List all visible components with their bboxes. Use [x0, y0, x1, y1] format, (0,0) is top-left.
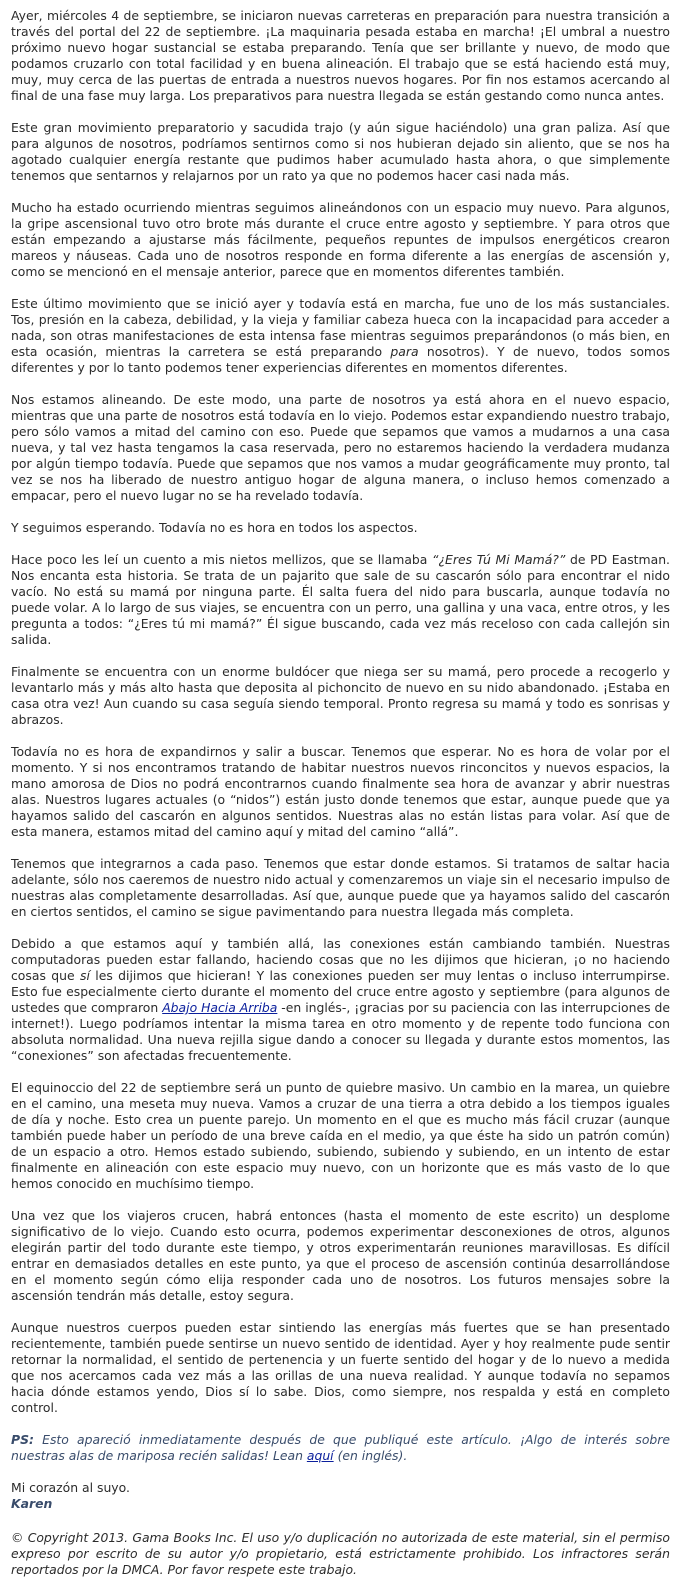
ps-text-after: (en inglés).	[333, 1448, 408, 1463]
ps-text: Esto apareció inmediatamente después de que publiqué este artículo. ¡Algo de interés sobre nuestras alas de mariposa recién salidas! Lean	[11, 1432, 670, 1463]
paragraph-5: Nos estamos alineando. De este modo, una parte de nosotros ya está ahora en el nuevo espacio, mientras que una parte de nosotros está todavía en lo viejo. Podemos estar expandiendo nuestro trabajo, pero sólo vamos a mitad del camino con eso. Puede que sepamos que vamos a mudarnos a una casa nueva, y tal vez hasta tengamos la casa reservada, pero no estaremos haciendo la verdadera mudanza por algún tiempo todavía. Puede que sepamos que nos vamos a mudar geográficamente muy pronto, tal vez se nos ha liberado de nuestro antiguo hogar de alguna manera, o incluso hemos comenzado a empacar, pero el nuevo lugar no se ha revelado todavía.	[11, 392, 670, 503]
postscript	[11, 1432, 670, 1464]
paragraph-13: Una vez que los viajeros crucen, habrá entonces (hasta el momento de este escrito) un desplome significativo de lo viejo. Cuando esto ocurra, podemos experimentar desconexiones de otros, algunos elegirán partir del todo durante este tiempo, y otros experimentarán reuniones maravillosas. Es difícil entrar en demasiados detalles en este punto, ya que el proceso de ascensión continúa desarrollándose en el momento según cómo elija responder cada uno de nosotros. Los futuros mensajes sobre la ascensión tendrán más detalle, estoy segura.	[11, 1208, 670, 1303]
paragraph-11-emphasis: sí	[79, 968, 90, 983]
book-title: “¿Eres Tú Mi Mamá?”	[432, 552, 566, 567]
paragraph-14: Aunque nuestros cuerpos pueden estar sintiendo las energías más fuertes que se han presentado recientemente, también puede sentirse un nuevo sentido de identidad. Ayer y hoy realmente pude sentir retornar la normalidad, el sentido de pertenencia y un fuerte sentido del hogar y de lo nuevo a medida que nos acercamos cada vez más a las orillas de una nueva realidad. Y aunque todavía no sepamos hacia dónde estamos yendo, Dios sí lo sabe. Dios, como siempre, nos respalda y está en completo control.	[11, 1320, 670, 1415]
signoff	[11, 1480, 670, 1512]
copyright-notice: © Copyright 2013. Gama Books Inc. El uso y/o duplicación no autorizada de este material, sin el permiso expreso por escrito de su autor y/o propietario, está estrictamente prohibido. Los infractores serán reportados por la DMCA. Por favor respete este trabajo.	[11, 1530, 670, 1577]
abajo-hacia-arriba-link[interactable]: Abajo Hacia Arriba	[162, 1000, 278, 1015]
paragraph-4	[11, 296, 670, 376]
paragraph-12: El equinoccio del 22 de septiembre será un punto de quiebre masivo. Un cambio en la marea, un quiebre en el camino, una meseta muy nueva. Vamos a cruzar de una tierra a otra debido a los tiempos iguales de día y noche. Esto crea un puente parejo. Un momento en el que es mucho más fácil cruzar (aunque también puede haber un período de una breve caída en el medio, ya que éste ha sido un patrón común) de un espacio a otro. Hemos estado subiendo, subiendo, subiendo y subiendo, en un intento de estar finalmente en alineación con este espacio muy nuevo, con un horizonte que es más vasto de lo que hemos conocido en muchísimo tiempo.	[11, 1080, 670, 1191]
ps-label: PS:	[11, 1432, 34, 1447]
paragraph-11-text-a: Debido a que estamos aquí y también allá, las conexiones están cambiando también. Nuestras computadoras pueden estar fallando, haciendo cosas que no les dijimos que hicieran, ¡o no haciendo cosas que	[11, 936, 670, 983]
paragraph-4-text-b: nosotros). Y de nuevo, todos somos diferentes y por lo tanto podemos tener experiencias diferentes en momentos diferentes.	[11, 344, 671, 375]
author-name: Karen	[11, 1496, 53, 1511]
paragraph-9: Todavía no es hora de expandirnos y salir a buscar. Tenemos que esperar. No es hora de volar por el momento. Y si nos encontramos tratando de habitar nuestros nuevos rinconcitos y nuevos espacios, la mano amorosa de Dios no podrá encontrarnos cuando finalmente sea hora de avanzar y abrir nuestras alas. Nuestros lugares actuales (o “nidos”) están justo donde tenemos que estar, aunque puede que ya hayamos salido del cascarón en algunos sentidos. Nuestras alas no están listas para volar. Así que de esta manera, estamos mitad del camino aquí y mitad del camino “allá”.	[11, 744, 670, 839]
paragraph-2: Este gran movimiento preparatorio y sacudida trajo (y aún sigue haciéndolo) una gran paliza. Así que para algunos de nosotros, podríamos sentirnos como si nos hubieran dejado sin aliento, que se nos ha agotado cualquier energía restante que pudimos haber acumulado hasta ahora, o que simplemente tenemos que sentarnos y relajarnos por un rato ya que no podemos hacer casi nada más.	[11, 120, 670, 183]
paragraph-6: Y seguimos esperando. Todavía no es hora en todos los aspectos.	[11, 520, 418, 535]
paragraph-7-text-a: Hace poco les leí un cuento a mis nietos mellizos, que se llamaba	[11, 552, 433, 567]
paragraph-11-text-b: les dijimos que hicieran! Y las conexiones pueden ser muy lentas o incluso interrumpirse. Esto fue especialmente cierto durante el momento del cruce entre agosto y septiembre (para algunos de ustedes que compraron	[11, 968, 670, 1015]
paragraph-10: Tenemos que integrarnos a cada paso. Tenemos que estar donde estamos. Si tratamos de saltar hacia adelante, sólo nos caeremos de nuestro nido actual y comenzaremos un viaje sin el necesario impulso de nuestras alas completamente desarrolladas. Así que, aunque puede que ya hayamos salido del cascarón en ciertos sentidos, el camino se sigue pavimentando para nuestra llegada más completa.	[11, 856, 670, 919]
paragraph-11	[11, 936, 670, 1064]
ps-aqui-link[interactable]: aquí	[306, 1448, 334, 1463]
paragraph-7	[11, 552, 670, 648]
paragraph-7-text-b: de PD Eastman. Nos encanta esta historia. Se trata de un pajarito que sale de su cascarón sólo para encontrar el nido vacío. No está su mamá por ninguna parte. Él salta fuera del nido para buscarla, aunque todavía no puede volar. A lo largo de sus viajes, se encuentra con un perro, una gallina y una vaca, entre otros, y les pregunta a todos: “¿Eres tú mi mamá?” Él sigue buscando, cada vez más receloso con cada callejón sin salida.	[11, 552, 670, 647]
paragraph-3: Mucho ha estado ocurriendo mientras seguimos alineándonos con un espacio muy nuevo. Para algunos, la gripe ascensional tuvo otro brote más durante el cruce entre agosto y septiembre. Y para otros que están empezando a ajustarse más fácilmente, pequeños repuntes de impulsos energéticos crearon mareos y náuseas. Cada uno de nosotros responde en forma diferente a las energías de ascensión y, como se mencionó en el mensaje anterior, parece que en momentos diferentes también.	[11, 200, 670, 279]
paragraph-1: Ayer, miércoles 4 de septiembre, se iniciaron nuevas carreteras en preparación para nuestra transición a través del portal del 22 de septiembre. ¡La maquinaria pesada estaba en marcha! ¡El umbral a nuestro próximo nuevo hogar sustancial se estaba preparando. Tenía que ser brillante y nuevo, de modo que podamos cruzarlo con total facilidad y en buena alineación. El trabajo que se está haciendo está muy, muy, muy cerca de las puertas de entrada a nuestros nuevos hogares. Por fin nos estamos acercando al final de una fase muy larga. Los preparativos para nuestra llegada se están gestando como nunca antes.	[11, 8, 670, 103]
paragraph-8: Finalmente se encuentra con un enorme buldócer que niega ser su mamá, pero procede a recogerlo y levantarlo más y más alto hasta que deposita al pichoncito de nuevo en su nido abandonado. ¡Estaba en casa otra vez! Aun cuando su casa seguía siendo temporal. Pronto regresa su mamá y todo es sonrisas y abrazos.	[11, 664, 670, 727]
signoff-line: Mi corazón al suyo.	[11, 1480, 130, 1495]
paragraph-11-text-c: -en inglés-, ¡gracias por su paciencia con las interrupciones de internet!). Luego podríamos intentar la misma tarea en otro momento y de repente todo funciona con absoluta normalidad. Una nueva rejilla sigue dando a conocer su llegada y durante estos momentos, las “conexiones” son afectadas frecuentemente.	[11, 1000, 670, 1063]
paragraph-4-text-a: Este último movimiento que se inició ayer y todavía está en marcha, fue uno de los más sustanciales. Tos, presión en la cabeza, debilidad, y la vieja y familiar cabeza hueca con la incapacidad para acceder a nada, son otras manifestaciones de esta intensa fase mientras seguimos preparándonos (o más bien, en esta ocasión, mientras la carretera se está preparando	[11, 296, 670, 359]
paragraph-4-emphasis: para	[390, 344, 419, 359]
